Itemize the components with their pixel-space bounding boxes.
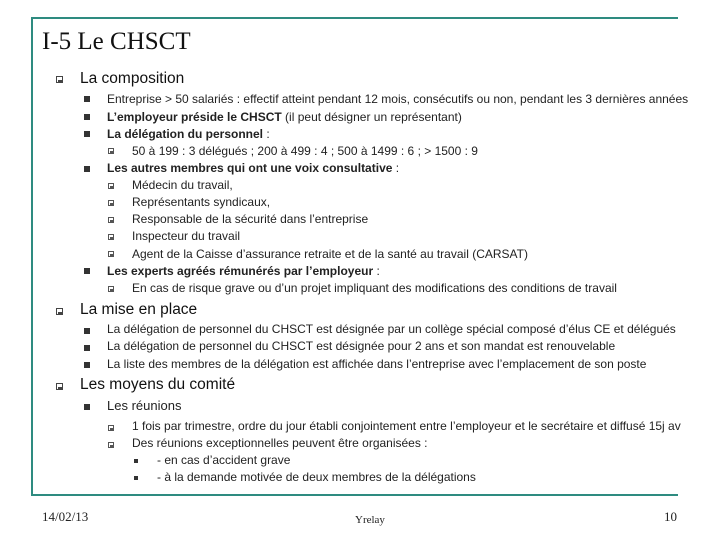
slide-title: I-5 Le CHSCT (42, 28, 191, 55)
delegation-colon: : (263, 127, 270, 141)
level2-bullet-icon (84, 131, 90, 137)
moyens-item-reunions: Les réunions (107, 398, 182, 413)
level3-bullet-icon (108, 234, 114, 240)
level3-bullet-icon (108, 183, 114, 189)
mise-en-place-item: La délégation de personnel du CHSCT est désignée pour 2 ans et son mandat est renouvelable (107, 339, 616, 353)
composition-item-autres-membres (107, 161, 399, 175)
level2-bullet-icon (84, 362, 90, 368)
level2-bullet-icon (84, 96, 90, 102)
composition-item-delegation (107, 127, 270, 141)
level2-bullet-icon (84, 268, 90, 274)
section-heading-mise-en-place: La mise en place (80, 301, 198, 318)
composition-item-experts (107, 264, 380, 278)
level1-bullet-icon (56, 76, 63, 83)
level2-bullet-icon (84, 114, 90, 120)
level2-bullet-icon (84, 166, 90, 172)
level3-bullet-icon (108, 425, 114, 431)
level1-bullet-icon (56, 383, 63, 390)
composition-item-employeur (107, 110, 462, 124)
level2-bullet-icon (84, 345, 90, 351)
frame-left-rule (31, 17, 33, 495)
experts-colon: : (373, 264, 380, 278)
level4-bullet-icon (134, 476, 138, 480)
level2-bullet-icon (84, 404, 90, 410)
level3-bullet-icon (108, 442, 114, 448)
footer-author: Yrelay (355, 514, 385, 526)
delegation-counts: 50 à 199 : 3 délégués ; 200 à 499 : 4 ; 500 à 1499 : 6 ; > 1500 : 9 (132, 144, 478, 158)
delegation-bold: La délégation du personnel (107, 127, 264, 141)
level3-bullet-icon (108, 286, 114, 292)
membre-syndicaux: Représentants syndicaux, (132, 195, 271, 209)
experts-bold: Les experts agréés rémunérés par l’employeur (107, 264, 374, 278)
reunions-exceptionnelles: Des réunions exceptionnelles peuvent être organisées : (132, 436, 428, 450)
composition-item-entreprise: Entreprise > 50 salariés : effectif atteint pendant 12 mois, consécutifs ou non, pendant les 3 dernières années (107, 92, 689, 106)
frame-bottom-rule (31, 494, 678, 496)
membre-carsat: Agent de la Caisse d’assurance retraite et de la santé au travail (CARSAT) (132, 247, 528, 261)
section-heading-composition: La composition (80, 70, 185, 87)
level2-bullet-icon (84, 328, 90, 334)
employeur-bold: L’employeur préside le CHSCT (107, 110, 282, 124)
cas-accident-grave: - en cas d’accident grave (157, 453, 291, 467)
page-number: 10 (664, 509, 677, 524)
reunions-trimestre: 1 fois par trimestre, ordre du jour établi conjointement entre l’employeur et le secrétaire et diffusé 15j av (132, 419, 681, 433)
experts-cas: En cas de risque grave ou d’un projet impliquant des modifications des conditions de travail (132, 281, 617, 295)
membre-securite: Responsable de la sécurité dans l’entreprise (132, 212, 369, 226)
level3-bullet-icon (108, 251, 114, 257)
mise-en-place-item: La liste des membres de la délégation est affichée dans l’entreprise avec l’emplacement de son poste (107, 357, 647, 371)
mise-en-place-item: La délégation de personnel du CHSCT est désignée par un collège spécial composé d’élus CE et délégués (107, 322, 676, 336)
level3-bullet-icon (108, 200, 114, 206)
membre-inspecteur: Inspecteur du travail (132, 229, 241, 243)
autres-membres-colon: : (392, 161, 400, 175)
footer-date: 14/02/13 (42, 509, 89, 524)
section-heading-moyens: Les moyens du comité (80, 376, 236, 393)
level1-bullet-icon (56, 308, 63, 315)
cas-demande-motivee: - à la demande motivée de deux membres de la délégations (157, 470, 476, 484)
autres-membres-bold: Les autres membres qui ont une voix consultative (107, 161, 393, 175)
employeur-note: (il peut désigner un représentant) (281, 110, 462, 124)
level3-bullet-icon (108, 217, 114, 223)
membre-medecin: Médecin du travail, (132, 178, 233, 192)
level3-bullet-icon (108, 148, 114, 154)
level4-bullet-icon (134, 459, 138, 463)
frame-top-rule (31, 17, 678, 19)
